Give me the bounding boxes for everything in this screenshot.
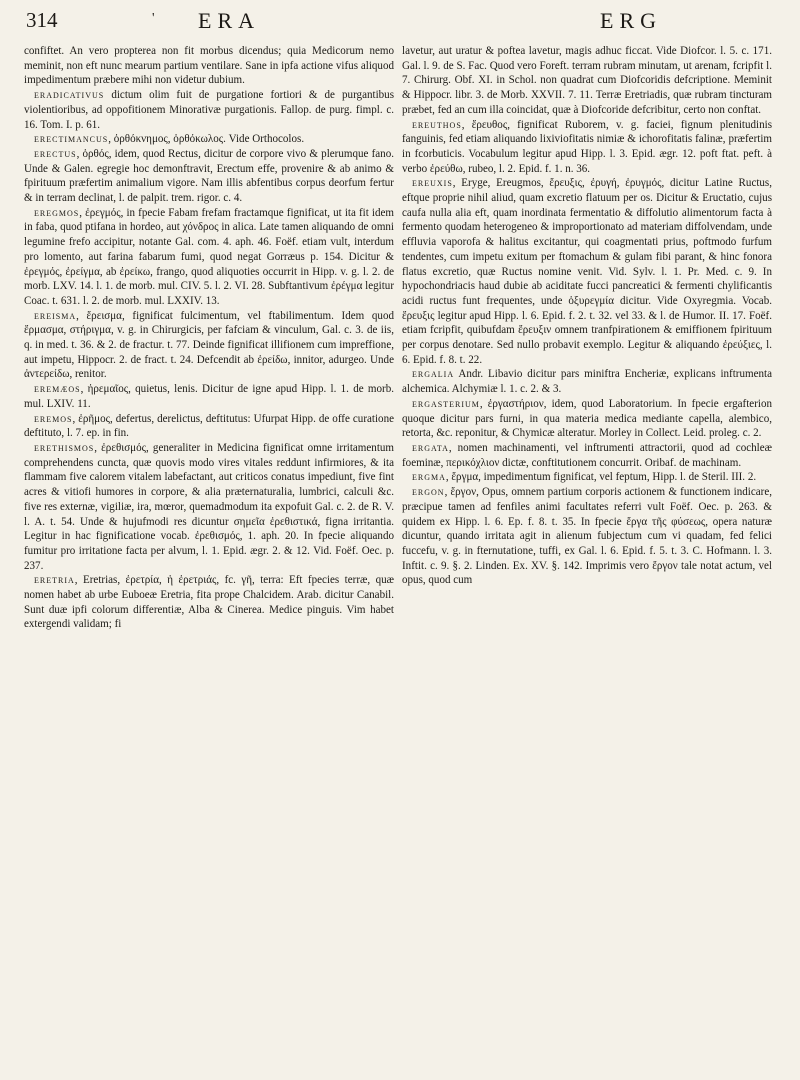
running-head-right: ERG [600,8,662,33]
dictionary-entry [402,470,772,485]
entry-headword: eremos [34,412,73,425]
entry-headword: ergalia [412,368,455,381]
dictionary-entry [402,118,772,177]
entry-headword: ereisma [34,309,77,322]
dictionary-entry [24,88,394,132]
entry-headword: ergma [412,471,446,484]
entry-text: , Eryge, Ereugmos, ἔρευξις, ἐρυγή, ἐρυγμός, dicitur Latine Ructus, eftque proprie nihil aliud, quam excretio flatuum per os. Dicitur & Eructatio, cujus caufa nulla alia eft, quam inordinata fermentatio & diffolutio alimentorum facta à fermento quodam heterogeneo & improportionato ad materiam diffolvendam, unde effluvia vaporofa & halitus excitantur, qui coagmentati prius, poftmodo furfum tendentes, cum impetu exitum per ftomachum & gulam fibi parant, & hinc fonora flatus excretio, quæ Ructus nomine venit. Vid. Sylv. l. 1. Pr. Med. c. 9. In hypochondriacis haud dubie ab aciditate fucci pancreatici & fermenti chylificantis acidi ructus funt frequentes, unde ὀξυρεγμία dicitur. Vide Oxyregmia. Vocab. ἔρευξις legitur apud Hipp. l. 6. Epid. f. 2. t. 32. vel 33. & l. de Humor. II. 17. Foëf. etiam fcripfit, quibufdam ἔρευξιν omnem tranfpirationem & emiffionem fpirituum per corpus denotare. Sed nullo probavit exemplo. Legitur & aliquando ἐρεύξιες, l. 6. Epid. f. 8. t. 22. [402,177,772,366]
entry-text: , ἐρεθισμός, generaliter in Medicina fignificat omne irritamentum comprehendens cuncta, quæ quovis modo vires vitales reddunt infirmiores, & ita flammam five calorem vitalem labefactant, aut criticos conatus impediunt, five fint acres & vitiofi humores in corpore, & alia præternaturalia, lumbrici, calculi &c. five res externæ, vigiliæ, ira, mœror, quemadmodum ita expofuit Gal. c. 2. de R. V. l. A. t. 54. Unde & hujufmodi res dicuntur σημεῖα ἐρεθιστικά, figna irritantia. Legitur in hac fignificatione vocab. ἐρεθισμός, 1. aph. 20. In fpecie aliquando fumitur pro irritatione facta per alvum, l. 1. Epid. ægr. 2. & 12. Vid. Foëf. Oec. p. 237. [24,441,394,572]
dictionary-entry [402,367,772,396]
entry-text: , Eretrias, ἐρετρία, ἡ ἐρετριάς, fc. γῆ, terra: Eft fpecies terræ, quæ nomen habet ab urbe Euboeæ Eretria, fita prope Chalcidem. Arab. dicitur Canabil. Sunt duæ ipfi colorum differentiæ, Alba & Cinerea. Medice pinguis. Vim habet extergendi validam; fi [24,574,394,631]
dictionary-entry [24,44,394,88]
header-mark: ' [152,11,155,26]
entry-text: Andr. Libavio dicitur pars miniftra Encheriæ, explicans inftrumenta alchemica. Alchymiæ l. 1. c. 2. & 3. [402,368,772,396]
dictionary-entry [402,397,772,441]
dictionary-entry [24,147,394,206]
entry-headword: eradicativus [34,89,105,102]
entry-text: , ἐρῆμος, defertus, derelictus, deftitutus: Ufurpat Hipp. de offe curatione deftituto, l. 7. ep. in fin. [24,412,394,440]
dictionary-entry [24,412,394,441]
page-number: 314 [26,8,58,32]
entry-text: , ἠρεμαῖος, quietus, lenis. Dicitur de igne apud Hipp. l. 1. de morb. mul. LXIV. 11. [24,383,394,410]
dictionary-entry [402,485,772,588]
entry-headword: eretria [34,574,75,587]
dictionary-entry [24,382,394,411]
entry-headword: ereuthos [412,118,462,131]
entry-text: , ἐρεγμός, in fpecie Fabam frefam fractamque fignificat, ut ita fit idem in faba, quod ptifana in hordeo, aut χόνδρος in alica. Late tamen aliquando de omni legumine frefo accipitur, notante Gal. com. 4. aph. 46. Foëf. etiam vult, interdum pro lomento, aut farina fabarum fumi, quod negat Gorræus p. 154. Dicitur & ἐρεγμός, ἐρείγμα, ab ἐρείκω, frango, quod aliquoties occurrit in Hipp. v. g. l. 2. de morb. LXV. 14. l. 1. de morb. mul. CIV. 5. l. 2. VI. 28. Subftantivum ἐρέγμα legitur Coac. t. 631. l. 2. de morb. mul. LXXIV. 13. [24,206,394,307]
entry-text: , ὀρθός, idem, quod Rectus, dicitur de corpore vivo & plerumque fano. Unde & Galen. egregie hoc demonftravit, Erectum effe, provenire & ab animo & fpirituum præfertim animalium vigore. Nam illis abfentibus corpus deorfum fertur & in terram declinat, l. de palpit. trem. rigor. c. 4. [24,147,394,205]
entry-headword: erectus [34,147,77,160]
dictionary-entry [24,573,394,632]
entry-text: , ἐργαστήριον, idem, quod Laboratorium. In fpecie ergafterion quoque dicitur pars furni, in qua materia medica mediante capella, alembico, retorta, &c. reponitur, & Chymicæ alteratur. Morley in Collect. Leid. proleg. c. 2. [402,397,772,440]
right-column [402,44,772,1074]
entry-text: , ἔρευθος, fignificat Ruborem, v. g. faciei, fignum plenitudinis fanguinis, fed etiam aliquando lixiviofitatis nimiæ & ichorofitatis falinæ, præfertim in fcorbuticis. Vocabulum legitur apud Hipp. l. 3. Epid. ægr. 12. poft ftat. peft. à verbo ἐρεύθω, rubeo, l. 2. Epid. f. 1. n. 36. [402,118,772,175]
entry-text: confiftet. An vero propterea non fit morbus dicendus; quia Medicorum nemo meminit, non eft nunc mearum partium ventilare. Sane in ipfa actione vifus aliquod impedimentum præbere mihi non videtur dubium. [24,45,394,87]
entry-headword: eremæos [34,383,81,396]
entry-headword: erectimancus [34,133,109,146]
dictionary-entry [24,206,394,309]
entry-text: dictum olim fuit de purgatione fortiori & de purgantibus violentioribus, ad oppofitionem Minorativæ purgationis. Fallop. de purg. fimpl. c. 16. Tom. I. p. 61. [24,89,394,131]
entry-headword: ergasterium [412,397,480,410]
dictionary-entry [402,44,772,118]
running-head-left: ERA [198,8,260,33]
entry-headword: ereuxis [412,177,453,190]
dictionary-entry [24,441,394,573]
entry-text: , ἔργμα, impedimentum fignificat, vel feptum, Hipp. l. de Steril. III. 2. [445,471,757,484]
entry-text: , ἔργον, Opus, omnem partium corporis actionem & functionem indicare, præcipue tamen ad fenfiles animi facultates referri vult Foëf. Oec. p. 263. & quidem ex Hipp. l. 6. Ep. f. 8. t. 35. In fpecie ἔργα τῆς φύσεως, opera naturæ dicuntur, quando irritata agit in alienum fubjectum cum vi quadam, fed felici fuccefu, v. g. in fternutatione, tuffi, ex Gal. l. 6. Epid. f. 5. t. 3. C. Hofmann. l. 3. Inftit. c. 9. §. 2. Linden. Ex. XV. §. 142. Imprimis vero ἔργον tale notat actum, vel opus, quod cum [402,486,772,587]
page-header [0,8,800,38]
left-column [24,44,394,1074]
dictionary-entry [402,176,772,367]
dictionary-entry [402,441,772,470]
entry-headword: ergata [412,441,449,454]
entry-text: , nomen machinamenti, vel inftrumenti attractorii, quod ad cochleæ foeminæ, περικόχλιον dictæ, conftitutionem concurrit. Oribaf. de machinam. [402,441,772,469]
entry-text: , ὀρθόκνημος, ὀρθόκωλος. Vide Orthocolos. [108,133,305,146]
entry-text: lavetur, aut uratur & poftea lavetur, magis adhuc ficcat. Vide Diofcor. l. 5. c. 171. Gal. l. 9. de S. Fac. Quod vero Foreft. terram rubram minutam, ut arenam, fcripfit l. 7. Chirurg. Obf. XI. in Schol. non quadrat cum Diofcoridis defcriptione. Meminit & Hippocr. libr. 3. de Morb. XXVII. 7. 11. Terræ Eretriadis, quæ rubram tincturam præbet, fed an cum illa coincidat, quæ à Diofcoride defcribitur, certo non conftat. [402,45,772,116]
entry-headword: ergon [412,486,445,499]
entry-text: , ἔρεισμα, fignificat fulcimentum, vel ftabilimentum. Idem quod ἔρμασμα, στήριγμα, v. g. in Chirurgicis, per fafciam & vinculum, Gal. c. 3. de iis, q. in med. t. 36. & 2. de fractur. t. 77. Deinde fignificat illifionem cum impreffione, aut impetu, Hippocr. 2. de fract. t. 24. Defcendit ab ἐρείδω, innitor, adurgeo. Unde ἀντερείδω, renitor. [24,309,394,381]
entry-headword: erethismos [34,441,95,454]
entry-headword: eregmos [34,206,80,219]
dictionary-entry [24,132,394,147]
dictionary-entry [24,309,394,383]
